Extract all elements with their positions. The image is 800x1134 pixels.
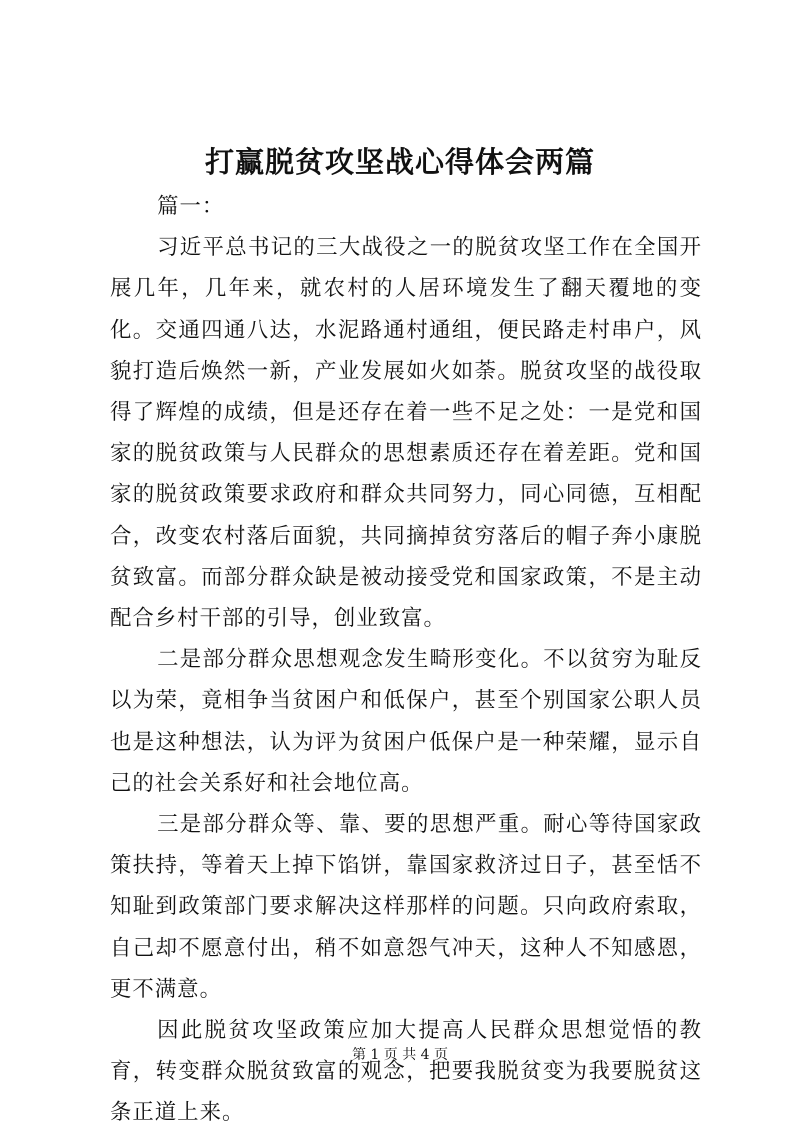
- section-heading: 篇一：: [157, 194, 225, 219]
- document-title: 打赢脱贫攻坚战心得体会两篇: [204, 145, 595, 179]
- paragraph: 二是部分群众思想观念发生畸形变化。不以贫穷为耻反以为荣，竟相争当贫困户和低保户，甚至个别国家公职人员也是这种想法，认为评为贫困户低保户是一种荣耀，显示自己的社会关系好和社会地位高。: [110, 647, 702, 796]
- paragraph: 习近平总书记的三大战役之一的脱贫攻坚工作在全国开展几年，几年来，就农村的人居环境发生了翻天覆地的变化。交通四通八达，水泥路通村通组，便民路走村串户，风貌打造后焕然一新，产业发展如火如荼。脱贫攻坚的战役取得了辉煌的成绩，但是还存在着一些不足之处：一是党和国家的脱贫政策与人民群众的思想素质还存在着差距。党和国家的脱贫政策要求政府和群众共同努力，同心同德，互相配合，改变农村落后面貌，共同摘掉贫穷落后的帽子奔小康脱贫致富。而部分群众缺是被动接受党和国家政策，不是主动配合乡村干部的引导，创业致富。: [110, 235, 702, 632]
- paragraph: 因此脱贫攻坚政策应加大提高人民群众思想觉悟的教育，转变群众脱贫致富的观念，把要我脱贫变为我要脱贫这条正道上来。: [110, 1018, 702, 1126]
- paragraph: 三是部分群众等、靠、要的思想严重。耐心等待国家政策扶持，等着天上掉下馅饼，靠国家救济过日子，甚至恬不知耻到政策部门要求解决这样那样的问题。只向政府索取，自己却不愿意付出，稍不如意怨气冲天，这种人不知感恩，更不满意。: [110, 812, 702, 1002]
- page-footer: 第 1 页 共 4 页: [351, 1047, 449, 1063]
- document-body: [110, 186, 702, 1134]
